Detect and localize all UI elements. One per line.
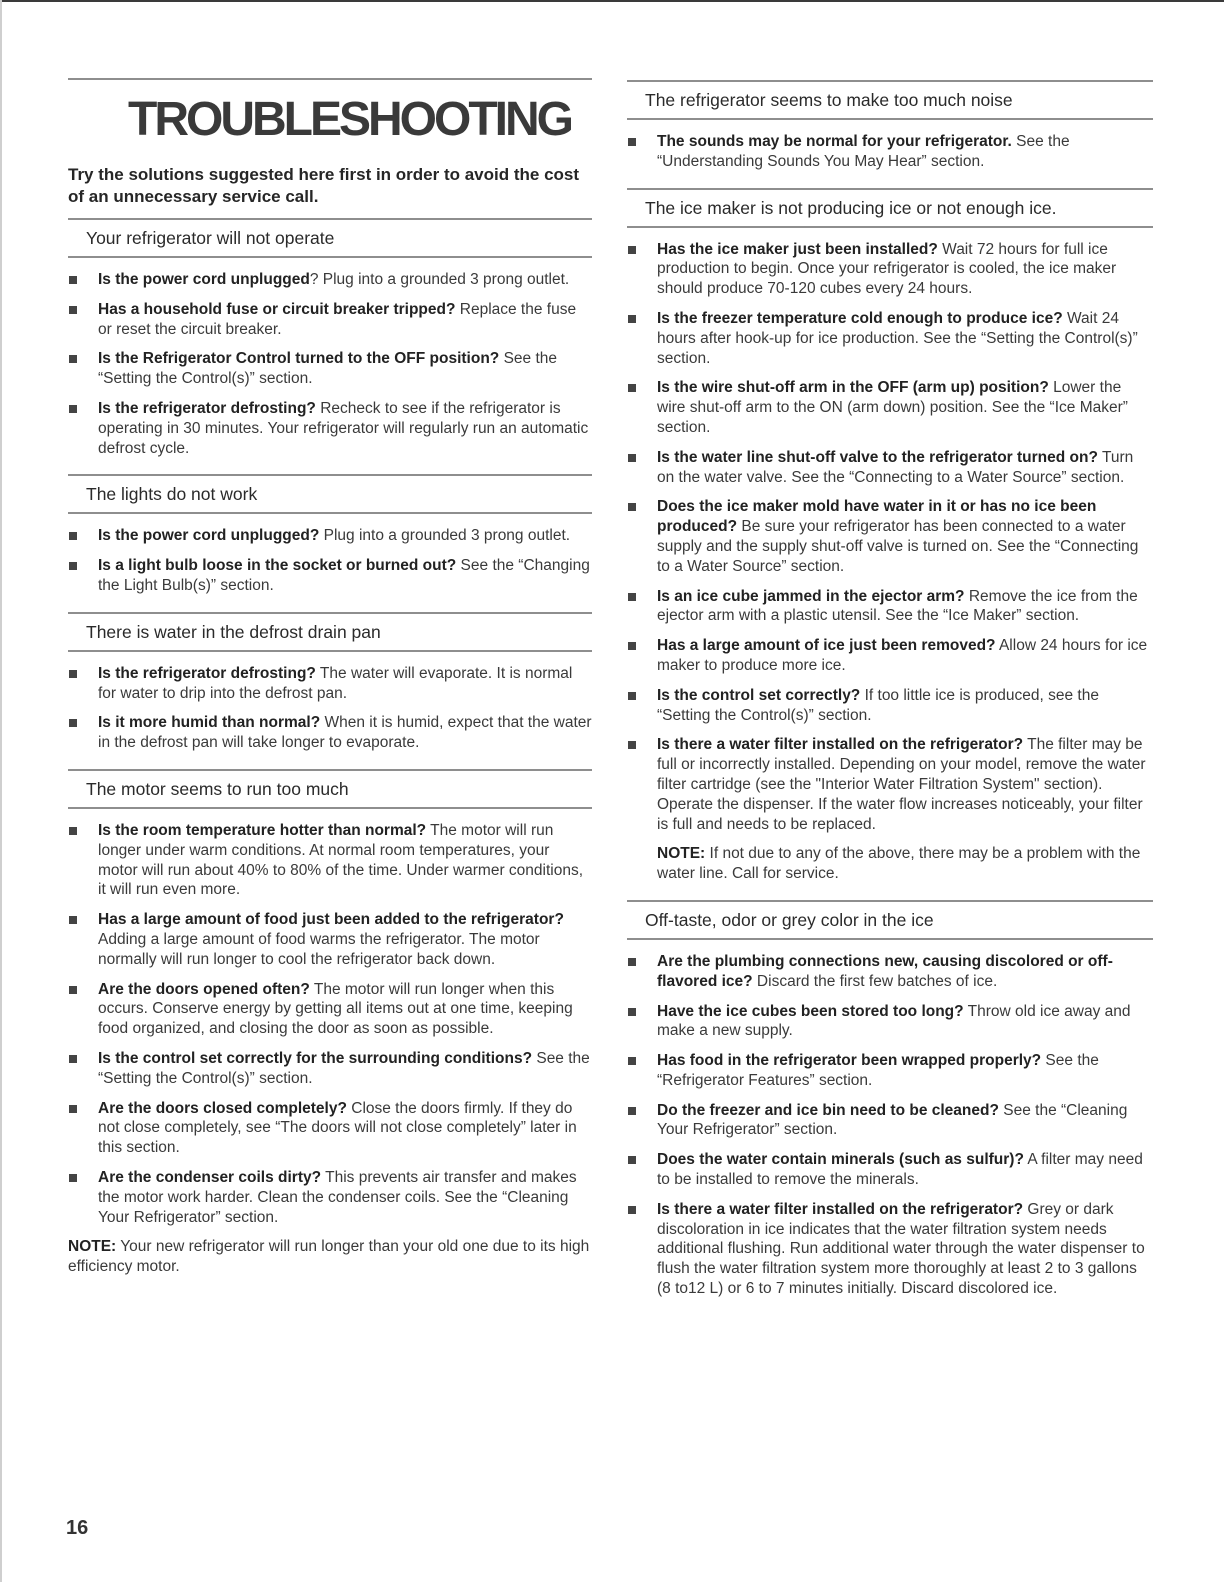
- troubleshooting-item: [68, 980, 592, 1039]
- item-question: Is the control set correctly for the surrounding conditions?: [98, 1049, 533, 1067]
- section: [68, 474, 592, 611]
- troubleshooting-item: [68, 910, 592, 969]
- item-answer: Wait 24 hours after hook-up for ice production. See the “Setting the Control(s)” section.: [657, 309, 1138, 367]
- section-note: [627, 844, 1153, 884]
- troubleshooting-item: [627, 952, 1153, 992]
- item-answer: Grey or dark discoloration in ice indicates that the water filtration system needs additional flushing. Run additional water through the water dispenser to flush the water filtration system more thoroughly at least 2 to 3 gallons (8 to12 L) or 6 to 7 minutes initially. Discard discolored ice.: [657, 1200, 1145, 1298]
- item-answer: Wait 72 hours for full ice production to begin. Once your refrigerator is cooled, the ice maker should produce 70-120 cubes every 24 hours.: [657, 240, 1117, 298]
- section-note: [68, 1237, 592, 1277]
- item-answer: Replace the fuse or reset the circuit breaker.: [98, 300, 577, 338]
- item-answer: The water will evaporate. It is normal for water to drip into the defrost pan.: [98, 664, 573, 702]
- troubleshooting-item: [627, 132, 1153, 172]
- item-answer: ? Plug into a grounded 3 prong outlet.: [309, 271, 570, 288]
- troubleshooting-item: [68, 556, 592, 596]
- item-question: Is the wire shut-off arm in the OFF (arm up) position?: [657, 379, 1049, 397]
- square-bullet-icon: [628, 384, 636, 392]
- troubleshooting-item: [627, 1051, 1153, 1091]
- page-title: TROUBLESHOOTING: [128, 93, 571, 146]
- note-label: NOTE:: [68, 1238, 117, 1256]
- square-bullet-icon: [628, 958, 636, 966]
- square-bullet-icon: [69, 276, 77, 284]
- right-sections: [627, 80, 1153, 1315]
- troubleshooting-item: [68, 1168, 592, 1227]
- troubleshooting-item: [68, 821, 592, 900]
- square-bullet-icon: [628, 503, 636, 511]
- square-bullet-icon: [69, 532, 77, 540]
- item-question: Is an ice cube jammed in the ejector arm?: [657, 587, 965, 605]
- item-answer: See the “Refrigerator Features” section.: [657, 1052, 1099, 1089]
- troubleshooting-item: [68, 300, 592, 340]
- troubleshooting-item: [627, 686, 1153, 726]
- item-answer: Turn on the water valve. See the “Connecting to a Water Source” section.: [657, 448, 1134, 486]
- square-bullet-icon: [628, 1008, 636, 1016]
- square-bullet-icon: [69, 670, 77, 678]
- item-question: Is the room temperature hotter than normal?: [98, 821, 427, 839]
- note-text: If not due to any of the above, there may be a problem with the water line. Call for service.: [657, 845, 1141, 883]
- troubleshooting-item: [68, 399, 592, 458]
- item-question: Are the doors closed completely?: [98, 1099, 347, 1117]
- page-top-edge: [0, 0, 1224, 2]
- item-answer: See the “Cleaning Your Refrigerator” section.: [657, 1101, 1128, 1139]
- item-answer: Close the doors firmly. If they do not close completely, see “The doors will not close completely” later in this section.: [98, 1099, 577, 1157]
- item-question: Is the freezer temperature cold enough to produce ice?: [657, 309, 1063, 327]
- item-question: Has a household fuse or circuit breaker tripped?: [98, 300, 456, 318]
- troubleshooting-item: [627, 448, 1153, 488]
- square-bullet-icon: [628, 1206, 636, 1214]
- troubleshooting-item: [627, 1150, 1153, 1190]
- item-question: Does the water contain minerals (such as sulfur)?: [657, 1151, 1024, 1169]
- troubleshooting-item: [68, 270, 592, 290]
- item-answer: Be sure your refrigerator has been connected to a water supply and the supply shut-off valve is turned on. See the “Connecting to a Water Source” section.: [657, 518, 1139, 575]
- square-bullet-icon: [628, 1057, 636, 1065]
- troubleshooting-item: [627, 587, 1153, 627]
- item-answer: Throw old ice away and make a new supply.: [657, 1002, 1131, 1040]
- square-bullet-icon: [69, 355, 77, 363]
- right-column: [627, 70, 1153, 1315]
- section-heading: Your refrigerator will not operate: [68, 218, 592, 258]
- square-bullet-icon: [69, 986, 77, 994]
- item-answer: Plug into a grounded 3 prong outlet.: [319, 527, 571, 545]
- square-bullet-icon: [628, 593, 636, 601]
- square-bullet-icon: [69, 827, 77, 835]
- intro-text: Try the solutions suggested here first in order to avoid the cost of an unnecessary service call.: [68, 165, 580, 206]
- section-heading: The ice maker is not producing ice or not enough ice.: [627, 188, 1153, 228]
- square-bullet-icon: [69, 562, 77, 570]
- square-bullet-icon: [628, 692, 636, 700]
- section: [68, 769, 592, 1293]
- section: [68, 612, 592, 769]
- item-question: Is the power cord unplugged?: [98, 527, 320, 545]
- item-question: Is the refrigerator defrosting?: [98, 664, 316, 682]
- square-bullet-icon: [628, 246, 636, 254]
- item-question: Are the plumbing connections new, causing discolored or off-flavored ice?: [657, 952, 1113, 990]
- left-column: [68, 70, 592, 1293]
- troubleshooting-item: [627, 1200, 1153, 1299]
- item-question: Is the refrigerator defrosting?: [98, 399, 316, 417]
- item-answer: Allow 24 hours for ice maker to produce more ice.: [657, 637, 1148, 674]
- item-answer: Remove the ice from the ejector arm with a plastic utensil. See the “Ice Maker” section.: [657, 587, 1138, 625]
- page-number: 16: [66, 1517, 89, 1539]
- item-answer: Discard the first few batches of ice.: [752, 972, 998, 990]
- item-answer: Recheck to see if the refrigerator is operating in 30 minutes. Your refrigerator will regularly run an automatic defrost cycle.: [98, 399, 589, 457]
- section: [627, 80, 1153, 188]
- item-question: Is the power cord unplugged: [98, 271, 310, 288]
- troubleshooting-item: [627, 1002, 1153, 1042]
- item-question: Have the ice cubes been stored too long?: [657, 1002, 964, 1020]
- square-bullet-icon: [69, 719, 77, 727]
- troubleshooting-item: [627, 240, 1153, 299]
- section: [627, 188, 1153, 900]
- item-answer: If too little ice is produced, see the “Setting the Control(s)” section.: [657, 686, 1099, 724]
- section-heading: The refrigerator seems to make too much noise: [627, 80, 1153, 120]
- troubleshooting-item: [627, 1101, 1153, 1141]
- item-question: Is there a water filter installed on the refrigerator?: [657, 1200, 1024, 1218]
- square-bullet-icon: [628, 315, 636, 323]
- square-bullet-icon: [628, 1107, 636, 1115]
- square-bullet-icon: [628, 138, 636, 146]
- section-heading: There is water in the defrost drain pan: [68, 612, 592, 652]
- left-sections: [68, 218, 592, 1293]
- square-bullet-icon: [69, 405, 77, 413]
- item-answer: See the “Setting the Control(s)” section.: [98, 350, 558, 388]
- section-heading: Off-taste, odor or grey color in the ice: [627, 900, 1153, 940]
- square-bullet-icon: [69, 1105, 77, 1113]
- square-bullet-icon: [628, 454, 636, 462]
- square-bullet-icon: [628, 642, 636, 650]
- troubleshooting-item: [68, 664, 592, 704]
- item-question: Is a light bulb loose in the socket or burned out?: [98, 557, 457, 575]
- section: [68, 218, 592, 474]
- item-question: Is it more humid than normal?: [98, 714, 321, 732]
- item-question: Has the ice maker just been installed?: [657, 240, 938, 258]
- section-heading: The motor seems to run too much: [68, 769, 592, 809]
- item-question: Does the ice maker mold have water in it or has no ice been produced?: [657, 498, 1097, 536]
- troubleshooting-item: [68, 349, 592, 389]
- item-answer: This prevents air transfer and makes the motor work harder. Clean the condenser coils. See the “Cleaning Your Refrigerator” section.: [98, 1168, 577, 1226]
- troubleshooting-item: [68, 1099, 592, 1158]
- section: [627, 900, 1153, 1315]
- item-question: Has a large amount of food just been added to the refrigerator?: [98, 911, 564, 929]
- item-answer: See the “Changing the Light Bulb(s)” section.: [98, 557, 590, 594]
- item-answer: See the “Understanding Sounds You May Hear” section.: [657, 133, 1070, 170]
- item-question: Is there a water filter installed on the refrigerator?: [657, 736, 1024, 754]
- note-label: NOTE:: [657, 845, 706, 863]
- troubleshooting-item: [627, 636, 1153, 676]
- section-heading: The lights do not work: [68, 474, 592, 514]
- troubleshooting-item: [627, 735, 1153, 834]
- troubleshooting-item: [627, 309, 1153, 368]
- troubleshooting-item: [68, 713, 592, 753]
- title-rule: [68, 78, 592, 80]
- troubleshooting-item: [68, 526, 592, 546]
- item-question: The sounds may be normal for your refrigerator.: [657, 133, 1012, 150]
- item-question: Has a large amount of ice just been removed?: [657, 637, 996, 655]
- square-bullet-icon: [69, 1174, 77, 1182]
- item-answer: A filter may need to be installed to remove the minerals.: [657, 1151, 1143, 1189]
- troubleshooting-item: [627, 378, 1153, 437]
- troubleshooting-item: [627, 497, 1153, 576]
- item-question: Do the freezer and ice bin need to be cleaned?: [657, 1101, 999, 1119]
- item-question: Is the Refrigerator Control turned to the OFF position?: [98, 350, 500, 368]
- square-bullet-icon: [69, 916, 77, 924]
- square-bullet-icon: [69, 306, 77, 314]
- troubleshooting-item: [68, 1049, 592, 1089]
- item-question: Has food in the refrigerator been wrapped properly?: [657, 1052, 1042, 1070]
- item-answer: See the “Setting the Control(s)” section.: [98, 1049, 590, 1087]
- item-question: Are the condenser coils dirty?: [98, 1168, 322, 1186]
- item-answer: The motor will run longer when this occurs. Conserve energy by getting all items out at one time, keeping food organized, and closing the door as soon as possible.: [98, 980, 573, 1038]
- item-answer: The filter may be full or incorrectly installed. Depending on your model, remove the water filter cartridge (see the "Interior Water Filtration System" section). Operate the dispenser. If the water flow increases noticeably, your filter is full and needs to be replaced.: [657, 736, 1146, 833]
- item-answer: When it is humid, expect that the water in the defrost pan will take longer to evaporate.: [98, 714, 592, 752]
- item-answer: Lower the wire shut-off arm to the ON (arm down) position. See the “Ice Maker” section.: [657, 379, 1128, 436]
- item-answer: The motor will run longer under warm conditions. At normal room temperatures, your motor will run about 40% to 80% of the time. Under warmer conditions, it will run even more.: [98, 821, 584, 899]
- page-left-edge: [0, 0, 2, 1582]
- square-bullet-icon: [628, 741, 636, 749]
- note-text: Your new refrigerator will run longer than your old one due to its high efficiency motor.: [68, 1238, 590, 1276]
- item-question: Is the control set correctly?: [657, 686, 861, 704]
- square-bullet-icon: [69, 1055, 77, 1063]
- item-question: Are the doors opened often?: [98, 980, 310, 998]
- item-question: Is the water line shut-off valve to the refrigerator turned on?: [657, 448, 1098, 466]
- item-answer: Adding a large amount of food warms the refrigerator. The motor normally will run longer to cool the refrigerator back down.: [98, 930, 540, 968]
- square-bullet-icon: [628, 1156, 636, 1164]
